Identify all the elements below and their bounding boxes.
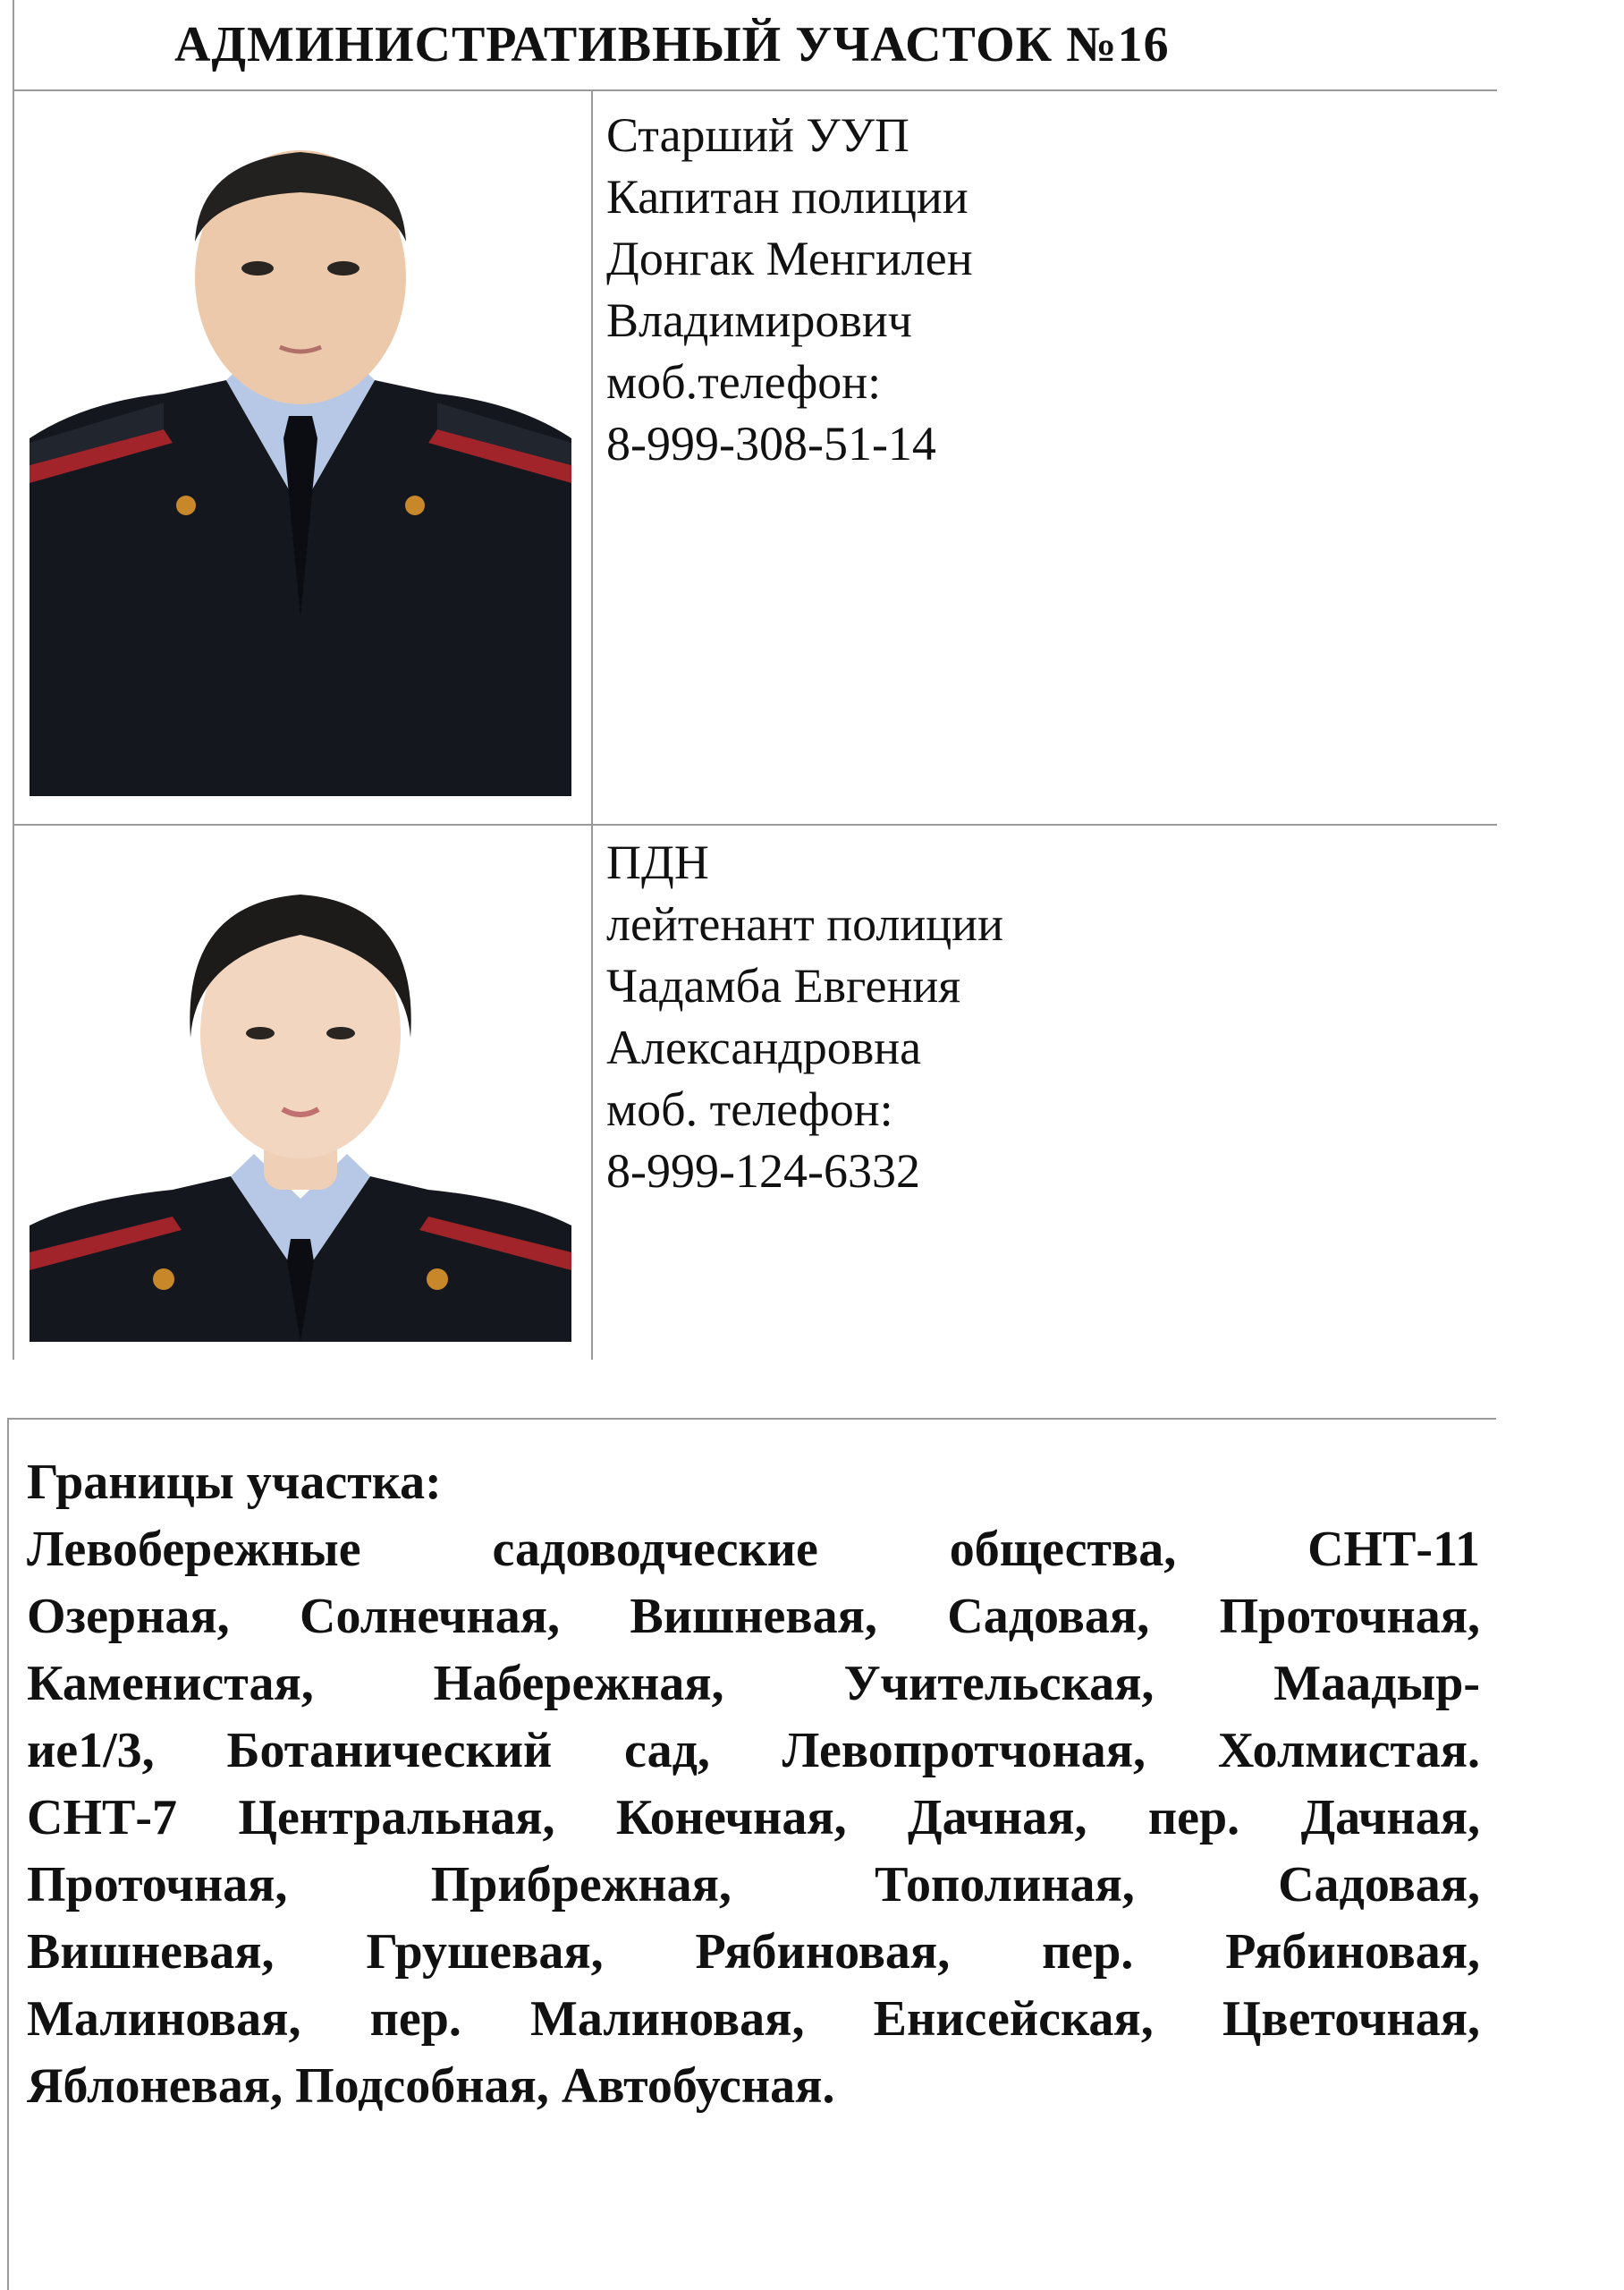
officer-position: Старший УУП (606, 108, 909, 162)
table-left-border (13, 0, 14, 1360)
officer-photo-2 (30, 886, 571, 1342)
officer-phone-label: моб.телефон: (606, 355, 882, 409)
officer-rank: Капитан полиции (606, 170, 968, 224)
borders-line: Озерная, Солнечная, Вишневая, Садовая, Проточная, (27, 1589, 1480, 1644)
borders-line: Малиновая, пер. Малиновая, Енисейская, Цветочная, (27, 1991, 1480, 2047)
officer-name: Донгак Менгилен (606, 232, 973, 285)
borders-box-top (7, 1418, 1496, 1420)
officer-patronymic: Александровна (606, 1021, 922, 1074)
district-borders (27, 1449, 1480, 2120)
borders-line: Яблоневая, Подсобная, Автобусная. (27, 2058, 835, 2114)
officer-info-2 (606, 832, 1003, 1202)
officer-phone: 8-999-124-6332 (606, 1144, 920, 1198)
table-top-border (13, 89, 1497, 91)
borders-heading: Границы участка: (27, 1455, 442, 1510)
table-column-divider (591, 89, 593, 1360)
officer-photo-1 (30, 134, 571, 796)
borders-line: Проточная, Прибрежная, Тополиная, Садовая, (27, 1857, 1480, 1913)
borders-box-left (7, 1418, 9, 2290)
page-title: АДМИНИСТРАТИВНЫЙ УЧАСТОК №16 (174, 17, 1170, 72)
borders-line: СНТ-7 Центральная, Конечная, Дачная, пер. Дачная, (27, 1790, 1480, 1845)
borders-line: Левобережные садоводческие общества, СНТ-11 (27, 1522, 1480, 1577)
officer-position: ПДН (606, 835, 709, 889)
table-row-divider (13, 824, 1497, 826)
borders-line: ие1/3, Ботанический сад, Левопротчоная, Холмистая. (27, 1723, 1480, 1778)
borders-line: Каменистая, Набережная, Учительская, Маадыр- (27, 1656, 1480, 1711)
officer-info-1 (606, 105, 973, 475)
officer-name: Чадамба Евгения (606, 959, 961, 1013)
officer-phone-label: моб. телефон: (606, 1082, 893, 1136)
officer-patronymic: Владимирович (606, 293, 912, 347)
officer-rank: лейтенант полиции (606, 897, 1003, 951)
officer-phone: 8-999-308-51-14 (606, 417, 936, 471)
borders-line: Вишневая, Грушевая, Рябиновая, пер. Рябиновая, (27, 1924, 1480, 1980)
